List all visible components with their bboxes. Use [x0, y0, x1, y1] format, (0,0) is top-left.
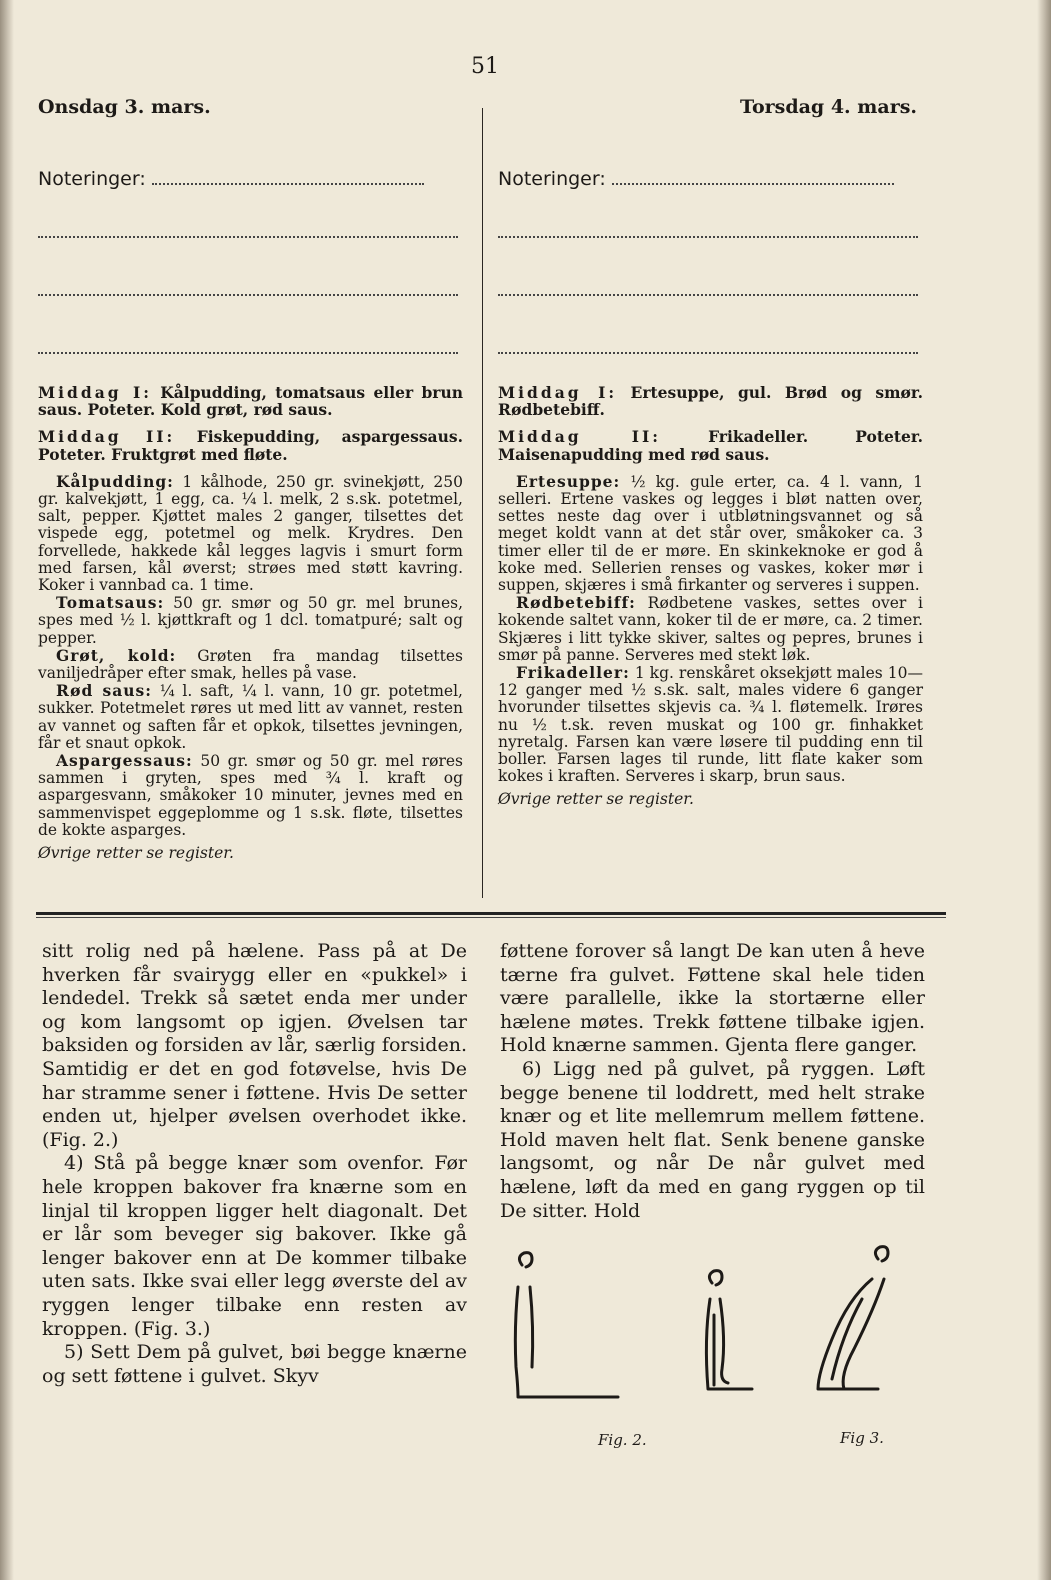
recipe-title: Grøt, kold: — [56, 645, 177, 665]
left-date-heading: Onsdag 3. mars. — [38, 96, 211, 118]
recipe-title: Rød saus: — [56, 681, 152, 701]
paragraph: sitt rolig ned på hælene. Pass på at De hverken får svairygg eller en «pukkel» i lendedel. Trekk så sætet enda mer under og kom langsomt op igjen. Øvelsen tar baksiden og forsiden av lår, særlig forsiden. Samtidig er det en god fotøvelse, hvis De har stramme sener i føttene. Hvis De setter enden ut, hjelper øvelsen overhodet ikke. (Fig. 2.) — [42, 940, 467, 1151]
page-edge-left — [0, 0, 14, 1580]
menu-label: Middag II: — [38, 427, 176, 447]
column-divider — [482, 108, 483, 898]
menu-label: Middag I: — [38, 383, 152, 402]
register-note: Øvrige retter se register. — [38, 844, 234, 863]
right-recipe-column — [498, 384, 923, 809]
right-notes-label: Noteringer: — [498, 168, 606, 190]
figure-head — [519, 1253, 532, 1267]
menu-text: Ertesuppe, gul. Brød og smør. Rødbetebiff. — [498, 383, 923, 420]
left-recipe-column — [38, 384, 463, 862]
recipe-text: 1 kålhode, 250 gr. svinekjøtt, 250 gr. kalvekjøtt, 1 egg, ca. ¼ l. melk, 2 s.sk. potetmel, salt, pepper. Kjøttet males 2 ganger, tilsettes det vispede egg, potetmel og melk. Krydres. Den forvellede, hakkede kål legges lagvis i smurt form med farsen, kål øverst; strøes med støtt kavring. Koker i vannbad ca. 1 time. — [38, 472, 463, 595]
recipe-text: ½ kg. gule erter, ca. 4 l. vann, 1 selleri. Ertene vaskes og legges i bløt natten over, settes neste dag over i utbløtningsvannet og så meget koldt vann at det står over, småkoker ca. 3 timer eller til de er møre. En skinkeknoke er god å koke med. Sellerien renses og vaskes, koker mør i suppen, skjæres i små firkanter og serveres i suppen. — [498, 472, 923, 595]
recipe-text: ¼ l. saft, ¼ l. vann, 10 gr. potetmel, sukker. Potetmelet røres ut med litt av vannet, resten av vannet og saften får et opkok, tilsettes jevningen, får et snaut opkok. — [38, 682, 463, 752]
exercise-text-left — [42, 940, 467, 1388]
menu-text: Fiskepudding, aspargessaus. Poteter. Fruktgrøt med fløte. — [38, 427, 463, 464]
notes-dotted-line — [498, 190, 918, 248]
left-notes-label: Noteringer: — [38, 168, 146, 190]
recipe-title: Tomatsaus: — [56, 593, 165, 613]
section-rule — [36, 912, 946, 915]
section-rule-thin — [36, 917, 946, 918]
recipe-text: 1 kg. renskåret oksekjøtt males 10—12 ganger med ½ s.sk. salt, males videre 6 ganger hvorunder tilsettes skjevis ca. ¾ l. fløtemelk. Irøres nu ½ t.sk. reven muskat og 100 gr. finhakket nyretalg. Farsen kan være løsere til pudding enn til boller. Farsen lages til runde, litt flate kaker som kokes i kraften. Serveres i skarp, brun saus. — [498, 664, 923, 786]
page-edge-right — [1037, 0, 1051, 1580]
notes-dotted-line — [38, 306, 458, 364]
fig2-caption: Fig. 2. — [598, 1431, 647, 1449]
recipe-text: Grøten fra mandag tilsettes vaniljedråper efter smak, helles på vase. — [38, 646, 463, 683]
notes-dotted-line — [498, 306, 918, 364]
right-date-heading: Torsdag 4. mars. — [740, 96, 918, 118]
recipe-text: Rødbetene vaskes, settes over i kokende saltet vann, koker til de er møre, ca. 2 timer. Skjæres i litt tykke skiver, saltes og pepres, brunes i smør på panne. Serveres med stekt løk. — [498, 594, 924, 664]
notes-dotted-line — [38, 190, 458, 248]
fig3-caption: Fig 3. — [840, 1429, 884, 1447]
notes-dotted-line — [612, 169, 894, 185]
paragraph: 6) Ligg ned på gulvet, på ryggen. Løft begge benene til loddrett, med helt strake knær og et lite mellemrum mellem føttene. Hold maven helt flat. Senk benene ganske langsomt, og når De når gulvet med hælene, løft da med en gang ryggen op til De sitter. Hold — [500, 1057, 925, 1222]
menu-label: Middag I: — [498, 383, 618, 402]
notes-dotted-line — [152, 169, 424, 185]
notes-dotted-line — [498, 248, 918, 306]
figure3-head — [875, 1247, 888, 1261]
exercise-text-right — [500, 940, 925, 1223]
paragraph: 4) Stå på begge knær som ovenfor. Før hele kroppen bakover fra knærne som en linjal til kroppen ligger helt diagonalt. Det er lår som beveger sig bakover. Ikke gå lenger bakover enn at De kommer tilbake uten sats. Ikke svai eller legg øverste del av ryggen lenger tilbake enn resten av kroppen. (Fig. 3.) — [42, 1152, 467, 1340]
recipe-title: Ertesuppe: — [516, 471, 621, 491]
paragraph: 5) Sett Dem på gulvet, bøi begge knærne og sett føttene i gulvet. Skyv — [42, 1341, 467, 1387]
recipe-text: 50 gr. smør og 50 gr. mel røres sammen i gryten, spes med ¾ l. kraft og aspargesvann, småkoker 10 minuter, jevnes med en sammenvispet eggeplomme og 1 s.sk. fløte, tilsettes de kokte asparges. — [38, 752, 463, 839]
menu-text: Frikadeller. Poteter. Maisenapudding med rød saus. — [498, 427, 923, 464]
right-notes-section — [498, 168, 918, 364]
page-number: 51 — [471, 54, 499, 79]
recipe-title: Kålpudding: — [56, 471, 174, 491]
recipe-title: Aspargessaus: — [56, 751, 193, 771]
register-note: Øvrige retter se register. — [498, 790, 694, 809]
left-notes-section — [38, 168, 458, 364]
recipe-text: 50 gr. smør og 50 gr. mel brunes, spes med ½ l. kjøttkraft og 1 dcl. tomatpuré; salt og pepper. — [38, 594, 463, 647]
exercise-figures — [500, 1245, 920, 1449]
paragraph: føttene forover så langt De kan uten å heve tærne fra gulvet. Føttene skal hele tiden være parallelle, ikke la stortærne eller hælene møtes. Trekk føttene tilbake igjen. Hold knærne sammen. Gjenta flere ganger. — [500, 940, 925, 1057]
notes-dotted-line — [38, 248, 458, 306]
recipe-title: Frikadeller: — [516, 663, 630, 683]
menu-text: Kålpudding, tomatsaus eller brun saus. Poteter. Kold grøt, rød saus. — [38, 383, 463, 420]
menu-label: Middag II: — [498, 427, 661, 447]
recipe-title: Rødbetebiff: — [516, 593, 636, 613]
figure2-head — [709, 1271, 722, 1285]
exercise-figures-drawing — [500, 1245, 920, 1445]
